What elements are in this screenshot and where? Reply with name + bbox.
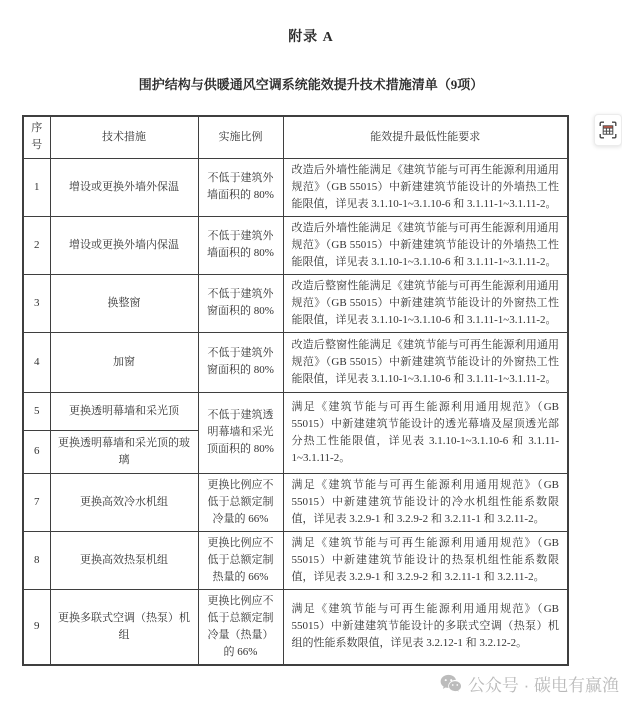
table-row xyxy=(23,332,568,392)
cell-ratio: 不低于建筑外墙面积的 80% xyxy=(198,158,283,216)
header-no: 序号 xyxy=(23,116,50,158)
cell-measure: 换整窗 xyxy=(50,274,198,332)
watermark-text: 公众号 · 碳电有赢渔 xyxy=(467,676,619,695)
extract-table-button[interactable] xyxy=(594,114,622,146)
cell-measure: 加窗 xyxy=(50,332,198,392)
cell-ratio: 不低于建筑外墙面积的 80% xyxy=(198,216,283,274)
cell-measure: 更换透明幕墙和采光顶的玻璃 xyxy=(50,430,198,473)
wechat-icon xyxy=(440,674,462,694)
cell-requirement: 满足《建筑节能与可再生能源利用通用规范》（GB 55015）中新建建筑节能设计的冷水机组性能系数限值，详见表 3.2.9-1 和 3.2.9-2 和 3.2.11-1 和 3.2.11-2。 xyxy=(283,473,568,531)
cell-ratio: 更换比例应不低于总额定制冷量（热量）的 66% xyxy=(198,590,283,665)
table-row xyxy=(23,590,568,665)
cell-ratio-merged: 不低于建筑透明幕墙和采光顶面积的 80% xyxy=(198,392,283,473)
cell-requirement-merged: 满足《建筑节能与可再生能源利用通用规范》（GB 55015）中新建建筑节能设计的透光幕墙及屋顶透光部分热工性能限值，详见表 3.1.10-1~3.1.10-6 和 3.1.11-1~3.1.11-2。 xyxy=(283,392,568,473)
table-row xyxy=(23,158,568,216)
table-row xyxy=(23,392,568,430)
cell-requirement: 改造后整窗性能满足《建筑节能与可再生能源利用通用规范》（GB 55015）中新建建筑节能设计的外窗热工性能限值，详见表 3.1.10-1~3.1.10-6 和 3.1.11-1~3.1.11-2。 xyxy=(283,274,568,332)
table-scan-icon xyxy=(599,121,617,139)
cell-measure: 增设或更换外墙外保温 xyxy=(50,158,198,216)
cell-no: 7 xyxy=(23,473,50,531)
header-requirement: 能效提升最低性能要求 xyxy=(283,116,568,158)
table-row xyxy=(23,274,568,332)
cell-no: 3 xyxy=(23,274,50,332)
cell-measure: 更换透明幕墙和采光顶 xyxy=(50,392,198,430)
cell-requirement: 满足《建筑节能与可再生能源利用通用规范》（GB 55015）中新建建筑节能设计的多联式空调（热泵）机组的性能系数限值，详见表 3.2.12-1 和 3.2.12-2。 xyxy=(283,590,568,665)
appendix-title: 附录 A xyxy=(288,30,334,45)
table-row xyxy=(23,216,568,274)
cell-measure: 更换多联式空调（热泵）机组 xyxy=(50,590,198,665)
cell-measure: 更换高效热泵机组 xyxy=(50,532,198,590)
cell-no: 6 xyxy=(23,430,50,473)
watermark xyxy=(440,671,619,696)
cell-measure: 更换高效冷水机组 xyxy=(50,473,198,531)
cell-ratio: 更换比例应不低于总额定制热量的 66% xyxy=(198,532,283,590)
cell-measure: 增设或更换外墙内保温 xyxy=(50,216,198,274)
cell-no: 1 xyxy=(23,158,50,216)
cell-requirement: 满足《建筑节能与可再生能源利用通用规范》（GB 55015）中新建建筑节能设计的热泵机组性能系数限值，详见表 3.2.9-1 和 3.2.9-2 和 3.2.11-1 和 3.2.11-2。 xyxy=(283,532,568,590)
cell-requirement: 改造后外墙性能满足《建筑节能与可再生能源利用通用规范》（GB 55015）中新建建筑节能设计的外墙热工性能限值，详见表 3.1.10-1~3.1.10-6 和 3.1.11-1~3.1.11-2。 xyxy=(283,216,568,274)
cell-ratio: 不低于建筑外窗面积的 80% xyxy=(198,274,283,332)
cell-no: 9 xyxy=(23,590,50,665)
table-row xyxy=(23,532,568,590)
measures-table xyxy=(22,115,569,666)
header-measure: 技术措施 xyxy=(50,116,198,158)
table-row xyxy=(23,473,568,531)
cell-no: 2 xyxy=(23,216,50,274)
cell-no: 5 xyxy=(23,392,50,430)
table-header-row xyxy=(23,116,568,158)
table-title: 围护结构与供暖通风空调系统能效提升技术措施清单（9项） xyxy=(138,77,484,92)
cell-no: 4 xyxy=(23,332,50,392)
cell-requirement: 改造后整窗性能满足《建筑节能与可再生能源利用通用规范》（GB 55015）中新建建筑节能设计的外窗热工性能限值，详见表 3.1.10-1~3.1.10-6 和 3.1.11-1~3.1.11-2。 xyxy=(283,332,568,392)
cell-ratio: 更换比例应不低于总额定制冷量的 66% xyxy=(198,473,283,531)
header-ratio: 实施比例 xyxy=(198,116,283,158)
cell-ratio: 不低于建筑外窗面积的 80% xyxy=(198,332,283,392)
cell-no: 8 xyxy=(23,532,50,590)
cell-requirement: 改造后外墙性能满足《建筑节能与可再生能源利用通用规范》（GB 55015）中新建建筑节能设计的外墙热工性能限值，详见表 3.1.10-1~3.1.10-6 和 3.1.11-1~3.1.11-2。 xyxy=(283,158,568,216)
